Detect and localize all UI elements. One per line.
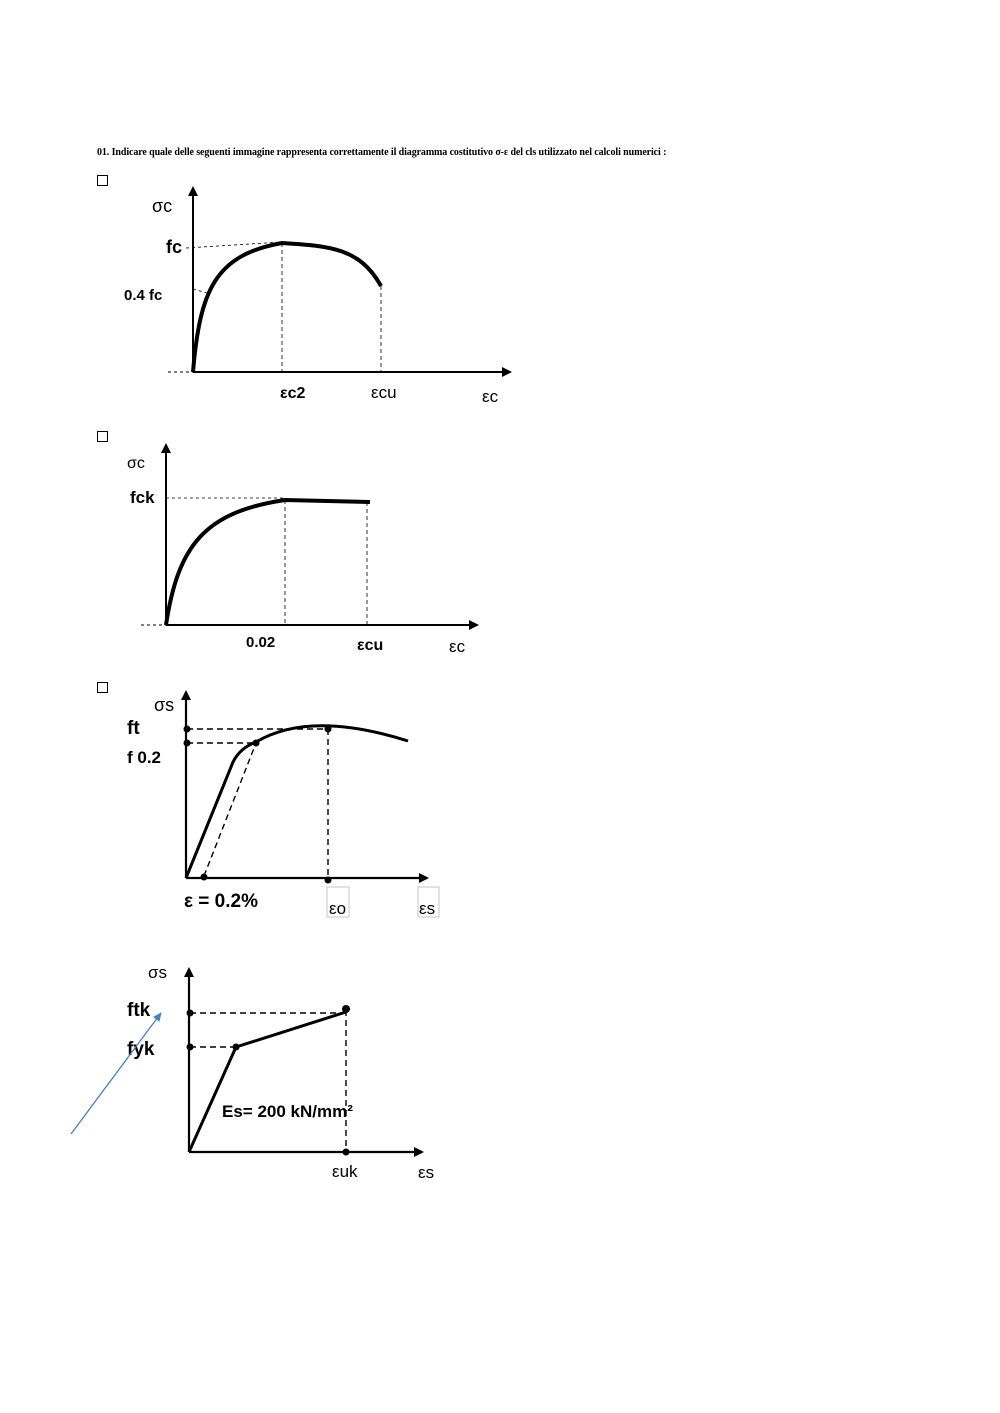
diagram-1-y-axis-label: σc bbox=[152, 196, 173, 216]
annotation-arrow-icon bbox=[71, 1013, 161, 1134]
diagram-2-curve bbox=[166, 500, 370, 625]
diagram-4-fyk-label: fyk bbox=[127, 1039, 155, 1060]
diagram-1-ecu-label: εcu bbox=[371, 383, 397, 402]
diagram-3-steel-curve bbox=[127, 692, 439, 918]
diagram-3-eo-label: εo bbox=[329, 899, 347, 918]
diagram-4-steel-bilinear bbox=[127, 963, 434, 1182]
diagram-4-euk-dot bbox=[343, 1149, 350, 1156]
diagram-1-x-axis-label: εc bbox=[482, 387, 499, 406]
diagram-1-concrete-parabola bbox=[124, 188, 510, 406]
diagram-3-peak-dot bbox=[325, 726, 332, 733]
diagram-3-f02-dot bbox=[184, 740, 191, 747]
diagram-4-ftk-dot bbox=[187, 1010, 194, 1017]
diagram-2-ecu-label: εcu bbox=[357, 637, 384, 654]
diagram-3-ft-dot bbox=[184, 726, 191, 733]
diagram-3-y-axis-label: σs bbox=[154, 695, 175, 715]
diagram-2-x-axis-label: εc bbox=[449, 637, 466, 656]
question-text: 01. Indicare quale delle seguenti immagine rappresenta correttamente il diagramma costitutivo σ-ε del cls utilizzato nel calcoli numerici : bbox=[97, 147, 667, 158]
diagram-4-curve bbox=[189, 1012, 346, 1152]
diagram-4-y-axis-label: σs bbox=[148, 963, 167, 982]
diagram-3-yield-dot bbox=[253, 740, 260, 747]
diagram-1-curve bbox=[193, 243, 381, 372]
diagram-4-fyk-dot bbox=[187, 1044, 194, 1051]
diagram-4-ftk-label: ftk bbox=[127, 1000, 151, 1021]
diagram-3-curve bbox=[186, 726, 408, 878]
diagram-2-y-axis-label: σc bbox=[127, 455, 145, 472]
diagram-1-fc-label: fc bbox=[166, 237, 183, 257]
diagram-3-eo-dot bbox=[325, 877, 332, 884]
diagram-3-eps02-label: ε = 0.2% bbox=[184, 891, 258, 912]
diagram-3-f02-label: f 0.2 bbox=[127, 748, 162, 767]
diagram-4-x-axis-label: εs bbox=[418, 1163, 435, 1182]
diagram-2-concrete-parabola bbox=[127, 445, 477, 656]
diagram-1-ec2-label: εc2 bbox=[280, 385, 306, 402]
diagram-2-fck-label: fck bbox=[130, 488, 155, 507]
diagram-1-04fc-label: 0.4 fc bbox=[124, 287, 163, 304]
diagram-2-002-label: 0.02 bbox=[246, 634, 276, 651]
diagram-4-euk-label: εuk bbox=[332, 1162, 358, 1181]
diagram-3-offset-dot bbox=[201, 874, 208, 881]
diagram-4-yield-dot bbox=[233, 1044, 240, 1051]
diagram-3-x-axis-label: εs bbox=[419, 899, 436, 918]
diagram-4-es-label: Es= 200 kN/mm² bbox=[222, 1102, 353, 1121]
diagram-4-ultimate-dot bbox=[342, 1005, 350, 1013]
diagram-1-04fc-guide bbox=[193, 289, 207, 293]
diagram-3-offset-line bbox=[204, 743, 256, 876]
diagram-3-ft-label: ft bbox=[127, 718, 140, 739]
